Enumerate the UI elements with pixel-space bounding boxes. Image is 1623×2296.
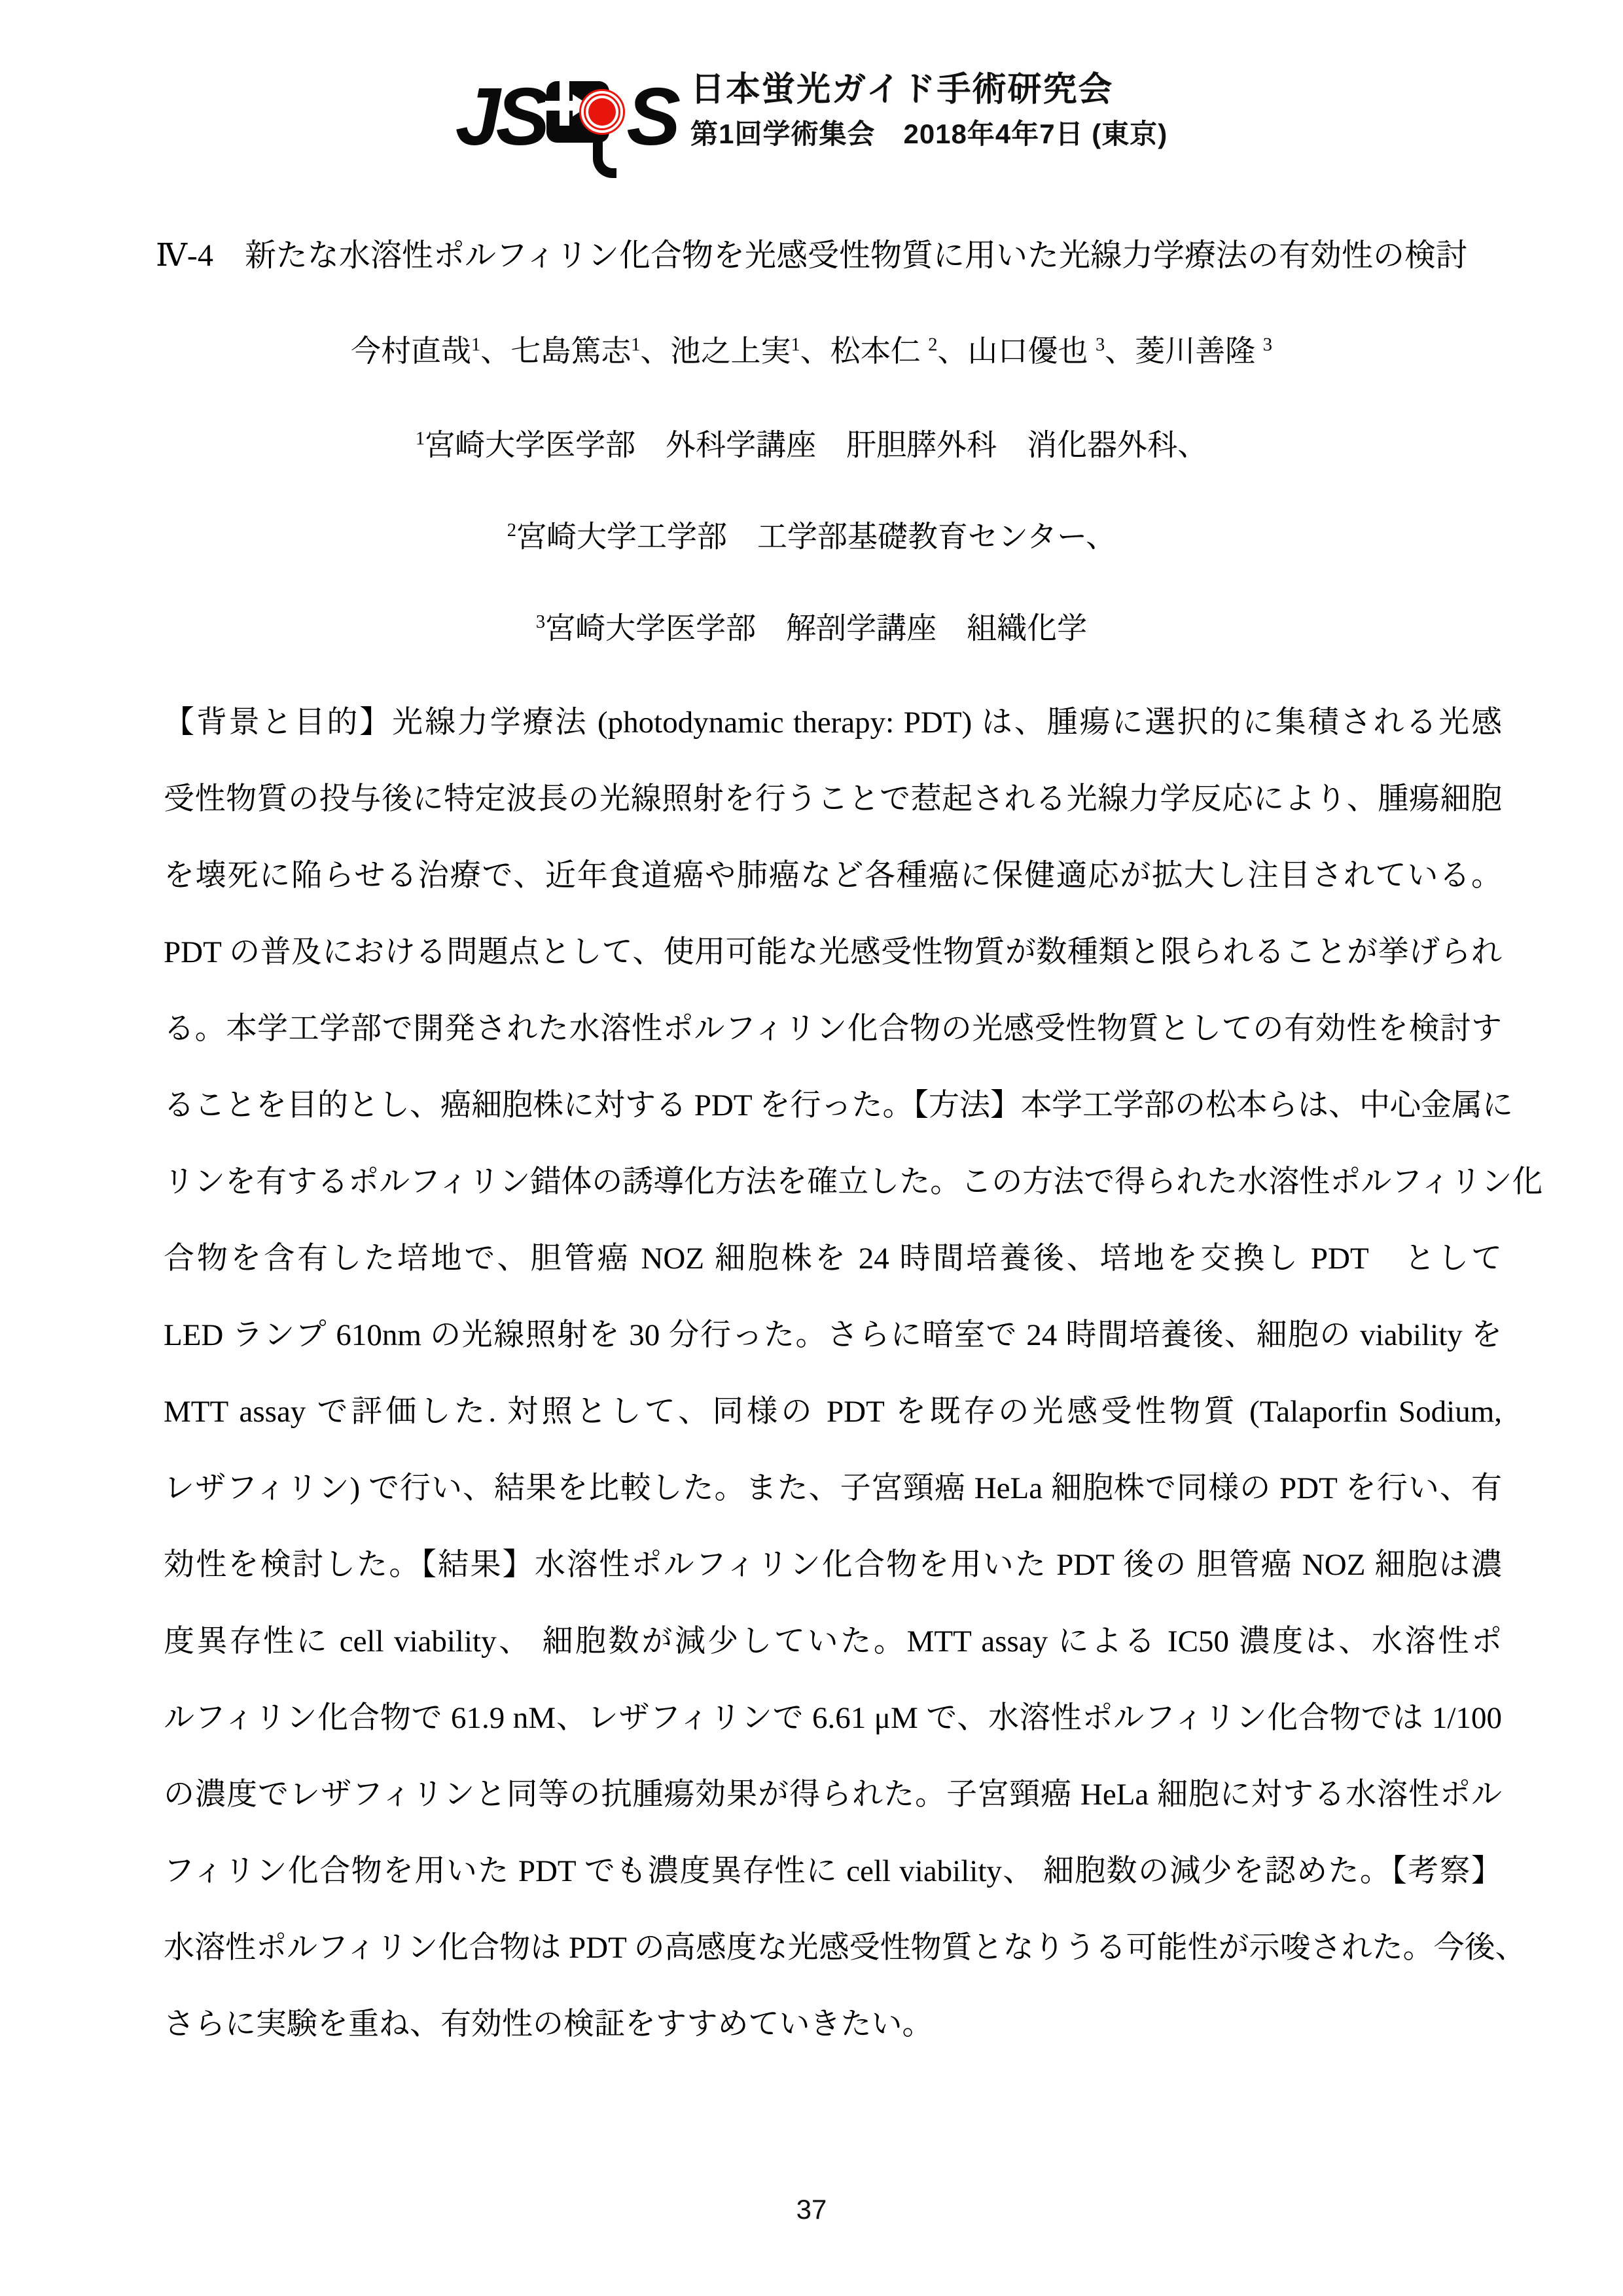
- body-line: る。本学工学部で開発された水溶性ポルフィリン化合物の光感受性物質としての有効性を検討す: [164, 1012, 1502, 1046]
- body-line: フィリン化合物を用いた PDT でも濃度異存性に cell viability、 細胞数の減少を認めた。【考察】: [164, 1854, 1502, 1888]
- logo-text-right: S: [626, 72, 677, 162]
- author-name: 山口優也: [967, 334, 1096, 368]
- author-separator: 、: [480, 334, 511, 368]
- meeting-info: 第1回学術集会 2018年4年7日 (東京): [690, 118, 1168, 149]
- body-line: 度異存性に cell viability、 細胞数が減少していた。MTT assay による IC50 濃度は、水溶性ポ: [164, 1624, 1502, 1659]
- body-line: PDT の普及における問題点として、使用可能な光感受性物質が数種類と限られることが挙げられ: [164, 935, 1502, 969]
- page-number: 37: [796, 2194, 827, 2225]
- body-line: ルフィリン化合物で 61.9 nM、レザフィリンで 6.61 μM で、水溶性ポルフィリン化合物では 1/100: [164, 1701, 1502, 1735]
- bullseye-ring: [584, 94, 620, 130]
- body-line: リンを有するポルフィリン錯体の誘導化方法を確立した。この方法で得られた水溶性ポルフィリン化: [164, 1165, 1543, 1199]
- body-line: の濃度でレザフィリンと同等の抗腫瘍効果が得られた。子宮頸癌 HeLa 細胞に対する水溶性ポル: [164, 1778, 1502, 1812]
- affiliation-text: 宮崎大学工学部 工学部基礎教育センター、: [516, 520, 1116, 554]
- bullseye-icon: [579, 89, 625, 135]
- logo-cross-stem: [560, 63, 569, 126]
- affiliation-line: [79, 600, 1544, 691]
- organization-name: 日本蛍光ガイド手術研究会: [690, 71, 1114, 109]
- author-separator: 、: [800, 334, 830, 368]
- logo-text-left: JS: [455, 72, 546, 162]
- author-separator: 、: [640, 334, 671, 368]
- affiliation-line: [79, 508, 1544, 600]
- body-line: MTT assay で評価した. 対照として、同様の PDT を既存の光感受性物質 (Talaporfin Sodium,: [164, 1395, 1502, 1429]
- affiliation-sup: 1: [415, 429, 425, 449]
- body-line: 効性を検討した。【結果】水溶性ポルフィリン化合物を用いた PDT 後の 胆管癌 NOZ 細胞は濃: [164, 1548, 1502, 1582]
- author-name: 七島篤志: [510, 334, 632, 368]
- affiliations: [79, 416, 1544, 691]
- body-line: ることを目的とし、癌細胞株に対する PDT を行った。【方法】本学工学部の松本らは、中心金属に: [164, 1088, 1513, 1122]
- body-line: を壊死に陥らせる治療で、近年食道癌や肺癌など各種癌に保健適応が拡大し注目されている。: [164, 859, 1502, 893]
- body-line: 合物を含有した培地で、胆管癌 NOZ 細胞株を 24 時間培養後、培地を交換し PDT として: [164, 1242, 1502, 1276]
- author-affiliation-sup: 3: [1096, 334, 1105, 355]
- author-name: 松本仁: [830, 334, 929, 368]
- affiliation-sup: 3: [535, 612, 546, 632]
- body-line: 水溶性ポルフィリン化合物は PDT の高感度な光感受性物質となりうる可能性が示唆された。今後、: [164, 1931, 1526, 1965]
- logo-block: [546, 81, 609, 143]
- author-separator: 、: [937, 334, 968, 368]
- body-line: LED ランプ 610nm の光線照射を 30 分行った。さらに暗室で 24 時間培養後、細胞の viability を: [164, 1318, 1502, 1352]
- author-name: 今村直哉: [350, 334, 471, 368]
- author-separator: 、: [1105, 334, 1135, 368]
- author-affiliation-sup: 1: [631, 334, 641, 355]
- abstract-title: Ⅳ-4 新たな水溶性ポルフィリン化合物を光感受性物質に用いた光線力学療法の有効性の検討: [155, 238, 1468, 273]
- body-line: さらに実験を重ね、有効性の検証をすすめていきたい。: [164, 2007, 933, 2041]
- page-header: [0, 71, 1623, 189]
- affiliation-sup: 2: [507, 520, 516, 541]
- author-affiliation-sup: 1: [791, 334, 800, 355]
- author-affiliation-sup: 1: [471, 334, 481, 355]
- body-line: 【背景と目的】光線力学療法 (photodynamic therapy: PDT) は、腫瘍に選択的に集積される光感: [164, 706, 1502, 740]
- header-text: [690, 71, 1168, 152]
- jsfgs-logo: [455, 72, 677, 189]
- authors-line: [79, 327, 1544, 370]
- author-affiliation-sup: 2: [928, 334, 938, 355]
- affiliation-text: 宮崎大学医学部 外科学講座 肝胆膵外科 消化器外科、: [425, 428, 1208, 462]
- bullseye-dot: [588, 98, 616, 126]
- body-line: レザフィリン) で行い、結果を比較した。また、子宮頸癌 HeLa 細胞株で同様の PDT を行い、有: [164, 1471, 1502, 1505]
- logo-g-descender: [593, 140, 616, 178]
- affiliation-line: [79, 416, 1544, 508]
- author-name: 菱川善隆: [1135, 334, 1263, 368]
- body-line: 受性物質の投与後に特定波長の光線照射を行うことで惹起される光線力学反応により、腫瘍細胞: [164, 782, 1502, 816]
- author-affiliation-sup: 3: [1262, 334, 1273, 355]
- affiliation-text: 宮崎大学医学部 解剖学講座 組織化学: [545, 611, 1088, 645]
- abstract-body: [164, 685, 1543, 2063]
- logo-cross-bar: [545, 101, 575, 111]
- author-name: 池之上実: [670, 334, 791, 368]
